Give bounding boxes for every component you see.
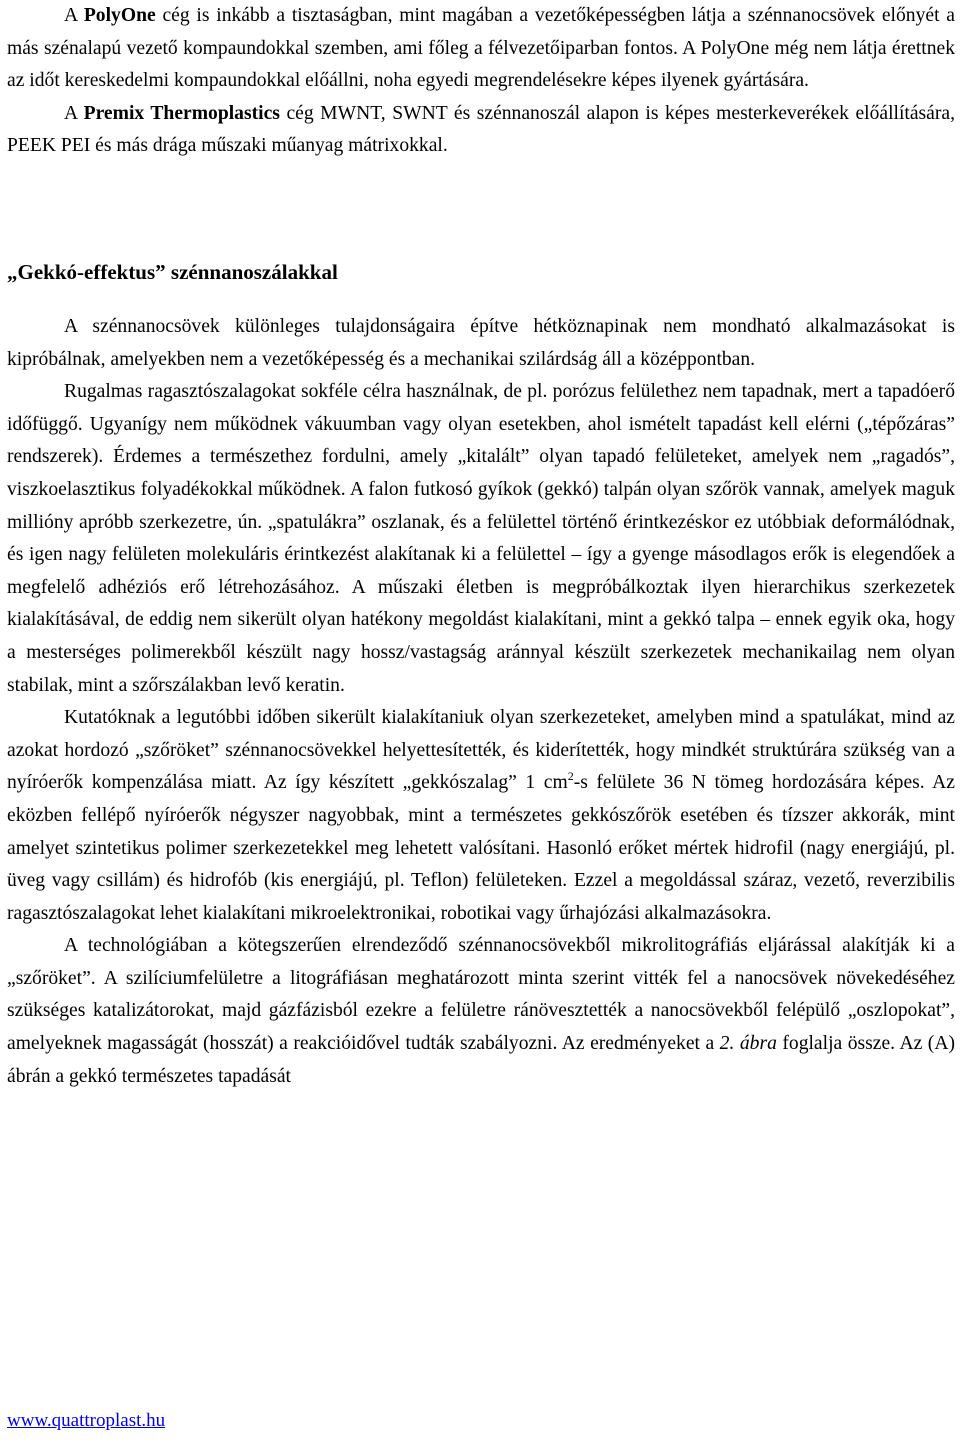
- text: Kutatóknak a legutóbbi időben sikerült kialakítaniuk olyan szerkezeteket, amelyben mind a spatulákat, mind az azokat hordozó „szőröket” szénnanocsövekkel helyettesítették, és kiderítették, hogy mindkét struktúrára szükség van a nyíróerők kompenzálása miatt. Az így készített „gekkószalag” 1 cm: [7, 707, 955, 794]
- company-name: Premix Thermoplastics: [83, 102, 280, 124]
- text: cég is inkább a tisztaságban, mint magában a vezetőképességben látja a szénnanocsövek előnyét a más szénalapú vezető kompaundokkal szemben, ami főleg a félvezetőiparban fontos. A PolyOne még nem látja érettnek az időt kereskedelmi kompaundokkal előállni, noha egyedi megrendelésekre képes ilyenek gyártására.: [7, 5, 955, 92]
- footer-website-link[interactable]: www.quattroplast.hu: [7, 1410, 166, 1431]
- text: foglalja össze. Az (A) ábrán a gekkó természetes tapadását: [7, 1033, 955, 1087]
- text: A technológiában a kötegszerűen elrendeződő szénnanocsövekből mikrolitográfiás eljárással alakítják ki a „szőröket”. A szilíciumfelületre a litográfiásan meghatározott minta szerint vitték fel a nanocsövek növekedéséhez szükséges katalizátorokat, majd gázfázisból ezekre a felületre ránövesztették a nanocsövekből felépülő „oszlopokat”, amelyeknek magasságát (hosszát) a reakcióidővel tudták szabályozni. Az eredményeket a: [7, 935, 955, 1055]
- text: -s felülete 36 N tömeg hordozására képes. Az eközben fellépő nyíróerők négyszer nagyobbak, mint a természetes gekkószőrök esetében és tízszer akkorák, mint amelyet szintetikus polimer szerkezetekkel meg lehetett valósítani. Hasonló erőket mértek hidrofil (nagy energiájú, pl. üveg vagy csillám) és hidrofób (kis energiájú, pl. Teflon) felületeken. Ezzel a megoldással száraz, vezető, reverzibilis ragasztószalagokat lehet kialakítani mikroelektronikai, robotikai vagy űrhajózási alkalmazásokra.: [7, 772, 955, 924]
- section-body: [7, 311, 955, 1093]
- company-name: PolyOne: [83, 5, 156, 26]
- paragraph-intro: A szénnanocsövek különleges tulajdonságaira építve hétköznapinak nem mondható alkalmazásokat is kipróbálnak, amelyekben nem a vezetőképesség és a mechanikai szilárdság áll a középpontban.: [7, 316, 955, 370]
- paragraph-technology: [7, 930, 955, 1093]
- paragraph-premix: [7, 98, 955, 163]
- figure-reference: 2. ábra: [719, 1033, 777, 1055]
- text: cég MWNT, SWNT és szénnanoszál alapon is képes mesterkeverékek előállítására, PEEK PEI és más drága műszaki műanyag mátrixokkal.: [7, 102, 955, 157]
- paragraph-polyone: [7, 0, 955, 98]
- paragraph-research: [7, 702, 955, 930]
- intro-block: [7, 0, 955, 163]
- text: A: [64, 5, 84, 26]
- superscript: 2: [567, 769, 574, 784]
- section-heading: „Gekkó-effektus” szénnanoszálakkal: [7, 260, 338, 284]
- text: A: [64, 102, 84, 124]
- paragraph-tapes: Rugalmas ragasztószalagokat sokféle célra használnak, de pl. porózus felülethez nem tapadnak, mert a tapadóerő időfüggő. Ugyanígy nem működnek vákuumban vagy olyan esetekben, ahol ismételt tapadást kell elérni („tépőzáras” rendszerek). Érdemes a természethez fordulni, amely „kitalált” olyan tapadó felületeket, amelyek nem „ragadós”, viszkoelasztikus folyadékokkal működnek. A falon futkosó gyíkok (gekkó) talpán olyan szőrök vannak, amelyek maguk millióny apróbb szerkezetre, ún. „spatulákra” oszlanak, és a felülettel történő érintkezéskor ez utóbbiak deformálódnak, és igen nagy felületen molekuláris érintkezést alakítanak ki a felülettel – így a gyenge másodlagos erők is elegendőek a megfelelő adhéziós erő létrehozásához. A műszaki életben is megpróbálkoztak ilyen hierarchikus szerkezetek kialakításával, de eddig nem sikerült olyan hatékony megoldást kialakítani, mint a gekkó talpa – ennek egyik oka, hogy a mesterséges polimerekből készült nagy hossz/vastagság aránnyal készült szerkezetek mechanikailag nem olyan stabilak, mint a szőrszálakban levő keratin.: [7, 381, 955, 696]
